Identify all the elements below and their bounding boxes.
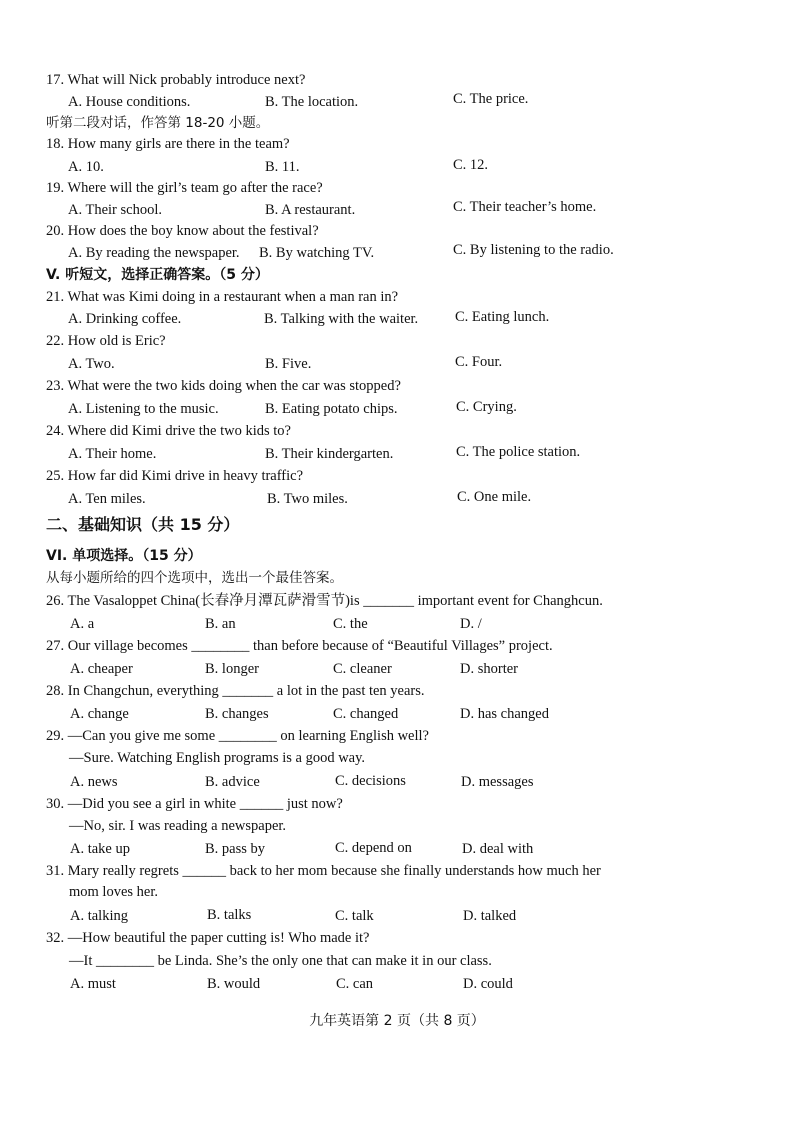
question-30-option-d: D. deal with [462,841,534,857]
question-26-stem: 26. The Vasaloppet China(长春净月潭瓦萨滑雪节)is _______ important event for Changhcun. [46,593,603,609]
question-19-option-c: C. Their teacher’s home. [453,199,597,215]
question-25-option-b: B. Two miles. [267,491,348,507]
question-29-reply: —Sure. Watching English programs is a good way. [69,750,366,766]
question-20-option-c: C. By listening to the radio. [453,242,614,258]
question-22-option-c: C. Four. [455,354,503,370]
question-30-reply: —No, sir. I was reading a newspaper. [69,818,287,834]
question-21-option-a: A. Drinking coffee. [68,311,182,327]
question-27-option-c: C. cleaner [333,661,392,677]
question-23-option-a: A. Listening to the music. [68,401,219,417]
section-6-title: VI. 单项选择。（15 分） [46,548,202,564]
question-32-option-a: A. must [70,976,116,992]
question-26-option-b: B. an [205,616,236,632]
question-28-option-c: C. changed [333,706,399,722]
question-29-option-c: C. decisions [335,773,406,789]
question-18-stem: 18. How many girls are there in the team? [46,136,290,152]
question-26-option-a: A. a [70,616,95,632]
question-22-stem: 22. How old is Eric? [46,333,166,349]
question-31-option-a: A. talking [70,908,128,924]
listening-part2-instruction: 听第二段对话，作答第 18-20 小题。 [46,115,270,131]
question-31-option-d: D. talked [463,908,517,924]
question-27-stem: 27. Our village becomes ________ than before because of “Beautiful Villages” project. [46,638,553,654]
question-31-option-b: B. talks [207,907,252,923]
question-28-stem: 28. In Changchun, everything _______ a lot in the past ten years. [46,683,425,699]
question-28-option-d: D. has changed [460,706,549,722]
question-19-stem: 19. Where will the girl’s team go after the race? [46,180,323,196]
question-20-option-a: A. By reading the newspaper. [68,245,240,261]
question-25-option-a: A. Ten miles. [68,491,146,507]
question-27-option-a: A. cheaper [70,661,133,677]
question-31-option-c: C. talk [335,908,374,924]
question-23-option-c: C. Crying. [456,399,517,415]
question-21-option-c: C. Eating lunch. [455,309,550,325]
question-32-stem: 32. —How beautiful the paper cutting is! Who made it? [46,930,370,946]
question-17-option-c: C. The price. [453,91,529,107]
question-25-option-c: C. One mile. [457,489,532,505]
question-28-option-b: B. changes [205,706,269,722]
question-26-option-d: D. / [460,616,482,632]
question-17-option-b: B. The location. [265,94,359,110]
question-17-stem: 17. What will Nick probably introduce next? [46,72,306,88]
part-two-title: 二、基础知识（共 15 分） [46,515,240,534]
section-5-title: V. 听短文，选择正确答案。（5 分） [46,267,269,283]
question-29-stem: 29. —Can you give me some ________ on learning English well? [46,728,429,744]
question-18-option-c: C. 12. [453,157,489,173]
question-31-stem: 31. Mary really regrets ______ back to her mom because she finally understands how much her [46,863,601,879]
question-32-option-b: B. would [207,976,261,992]
question-24-option-a: A. Their home. [68,446,157,462]
question-29-option-d: D. messages [461,774,534,790]
question-32-option-d: D. could [463,976,513,992]
question-22-option-b: B. Five. [265,356,312,372]
question-32-option-c: C. can [336,976,374,992]
question-21-option-b: B. Talking with the waiter. [264,311,419,327]
question-30-option-b: B. pass by [205,841,266,857]
question-29-option-b: B. advice [205,774,260,790]
question-25-stem: 25. How far did Kimi drive in heavy traffic? [46,468,304,484]
section-6-instruction: 从每小题所给的四个选项中，选出一个最佳答案。 [46,570,343,586]
question-29-option-a: A. news [70,774,118,790]
question-27-option-d: D. shorter [460,661,518,677]
question-24-option-c: C. The police station. [456,444,581,460]
question-24-option-b: B. Their kindergarten. [265,446,394,462]
question-28-option-a: A. change [70,706,129,722]
question-30-option-c: C. depend on [335,840,412,856]
question-20-stem: 20. How does the boy know about the festival? [46,223,319,239]
question-24-stem: 24. Where did Kimi drive the two kids to? [46,423,291,439]
question-22-option-a: A. Two. [68,356,115,372]
question-30-stem: 30. —Did you see a girl in white ______ just now? [46,796,343,812]
question-17-option-a: A. House conditions. [68,94,191,110]
question-26-option-c: C. the [333,616,368,632]
question-27-option-b: B. longer [205,661,259,677]
question-19-option-a: A. Their school. [68,202,162,218]
question-21-stem: 21. What was Kimi doing in a restaurant when a man ran in? [46,289,399,305]
question-18-option-a: A. 10. [68,159,104,175]
question-23-option-b: B. Eating potato chips. [265,401,398,417]
question-23-stem: 23. What were the two kids doing when the car was stopped? [46,378,401,394]
question-31-stem-cont: mom loves her. [69,884,159,900]
question-30-option-a: A. take up [70,841,130,857]
page-footer: 九年英语第 2 页（共 8 页） [309,1013,485,1029]
question-19-option-b: B. A restaurant. [265,202,356,218]
question-32-reply: —It ________ be Linda. She’s the only one that can make it in our class. [69,953,492,969]
question-18-option-b: B. 11. [265,159,300,175]
question-20-option-b: B. By watching TV. [259,245,375,261]
